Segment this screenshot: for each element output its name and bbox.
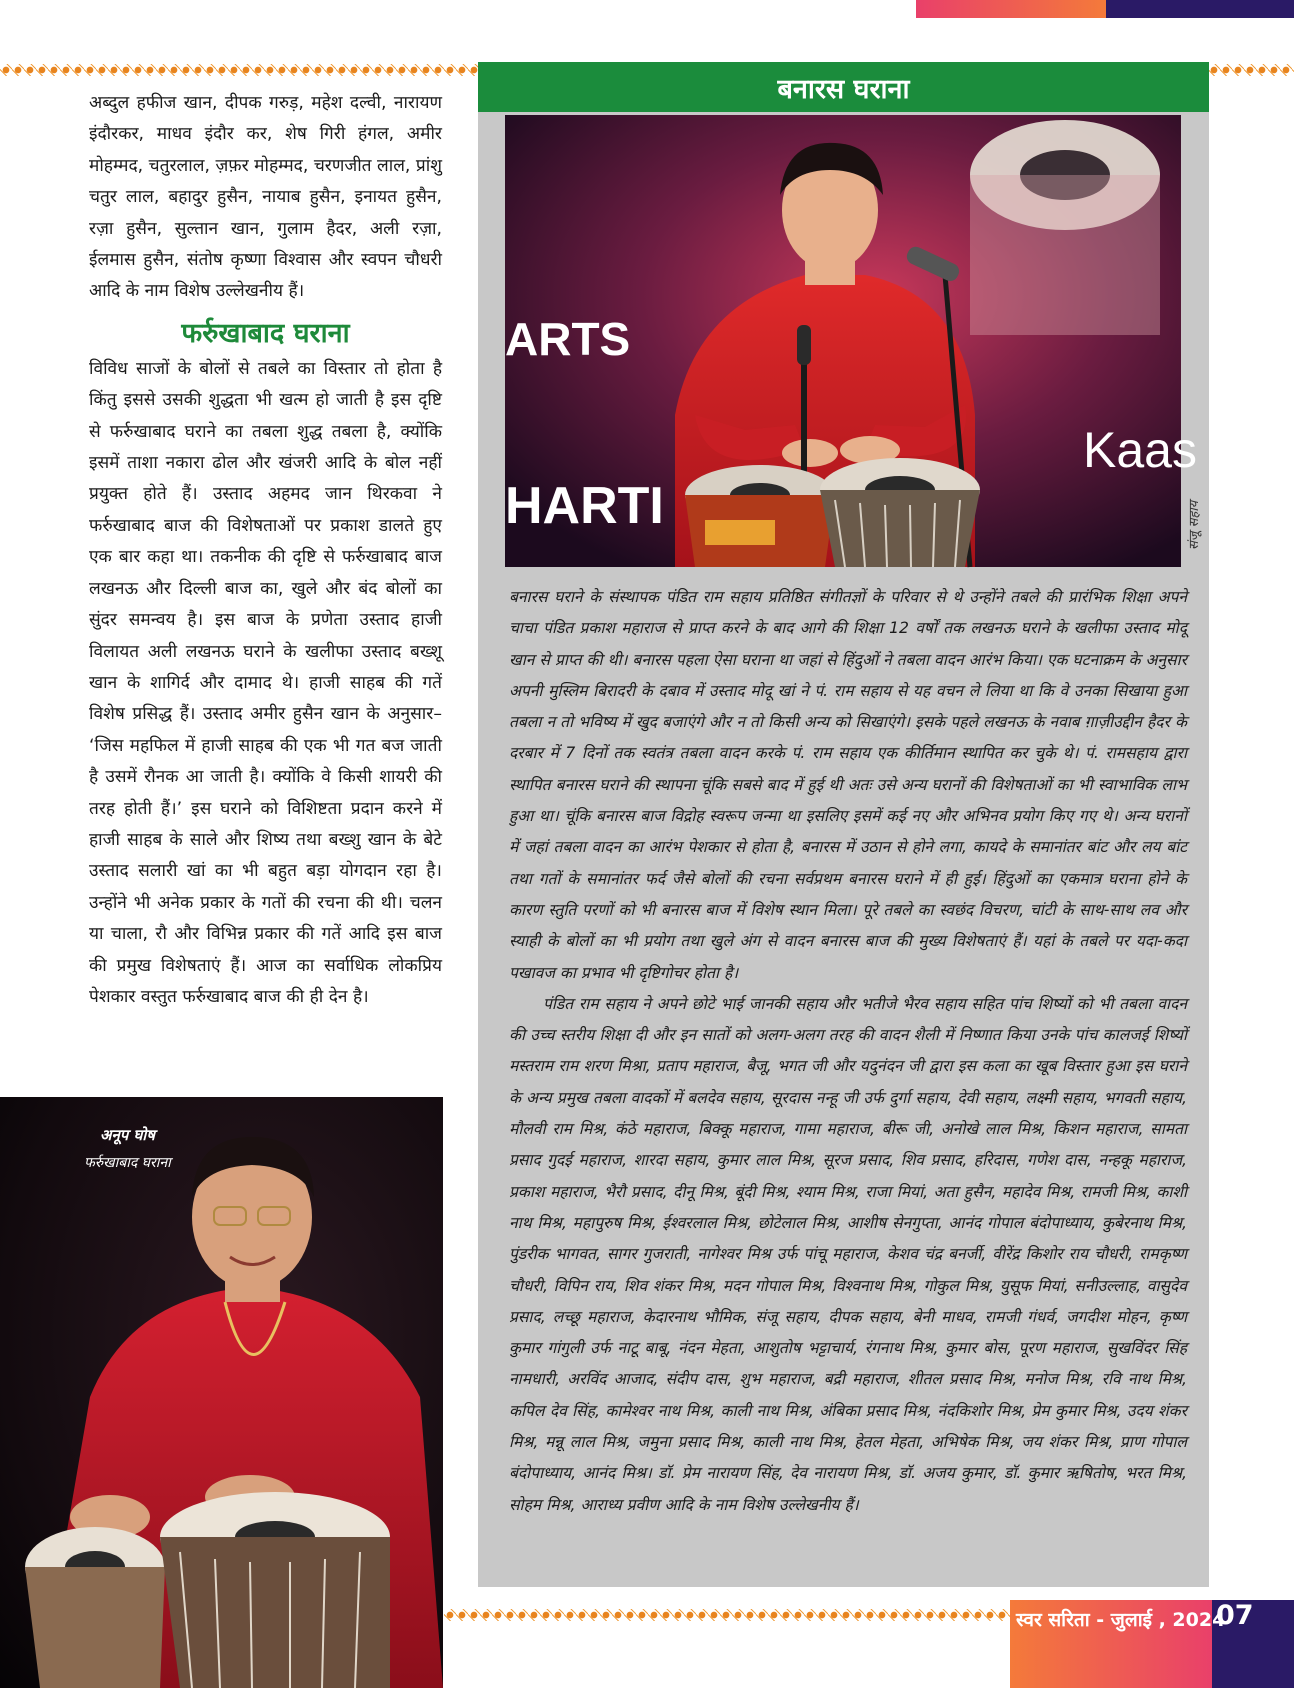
- left-column: [89, 88, 442, 1013]
- left-paragraph-2: विविध साजों के बोलों से तबले का विस्तार तो होता है किंतु इससे उसकी शुद्धता भी खत्म हो जाती है इस दृष्टि से फर्रुखाबाद घराने का तबला शुद्ध तबला है, क्योंकि इसमें ताशा नकारा ढोल और खंजरी आदि के बोल नहीं प्रयुक्त होते हैं। उस्ताद अहमद जान थिरकवा ने फर्रुखाबाद बाज की विशेषताओं पर प्रकाश डालते हुए एक बार कहा था। तकनीक की दृष्टि से फर्रुखाबाद बाज लखनऊ और दिल्ली बाज का, खुले और बंद बोलों का सुंदर समन्वय है। इस बाज के प्रणेता उस्ताद हाजी विलायत अली लखनऊ घराने के खलीफा उस्ताद बख्शू खान के शागिर्द और दामाद थे। हाजी साहब की गतें विशेष प्रसिद्ध हैं। उस्ताद अमीर हुसैन खान के अनुसार– ‘जिस महफिल में हाजी साहब की एक भी गत बज जाती है उसमें रौनक आ जाती है। क्योंकि वे किसी शायरी की तरह होती हैं।’ इस घराने को विशिष्टता प्रदान करने में हाजी साहब के साले और शिष्य तथा बख्शु खान के बेटे उस्ताद सलारी खां का भी बहुत बड़ा योगदान रहा है। उन्होंने भी अनेक प्रकार के गतों की रचना की थी। चलन या चाला, रौ और विभिन्न प्रकार की गतें आदि इस बाज की प्रमुख विशेषताएं हैं। आज का सर्वाधिक लोकप्रिय पेशकार वस्तुत फर्रुखाबाद बाज की ही देन है।: [89, 358, 442, 1007]
- decorative-border-top-right: [1208, 64, 1294, 76]
- left-photo-anup-ghosh: [0, 1097, 443, 1688]
- top-color-strip: [916, 0, 1294, 18]
- photo-caption-gharana: फर्रुखाबाद घराना: [84, 1155, 171, 1171]
- photo-banner-text-arts: ARTS: [505, 313, 631, 365]
- anup-ghosh-illustration: [0, 1097, 443, 1688]
- decorative-border-top-left: [0, 64, 478, 76]
- article-paragraph-1: बनारस घराने के संस्थापक पंडित राम सहाय प्रतिष्ठित संगीतज्ञों के परिवार से थे उन्होंने तबले की प्रारंभिक शिक्षा अपने चाचा पंडित प्रकाश महाराज से प्राप्त करने के बाद आगे की शिक्षा 12 वर्षों तक लखनऊ घराने के खलीफा उस्ताद मोदू खान से प्राप्त की थी। बनारस पहला ऐसा घराना था जहां से हिंदुओं ने तबला वादन आरंभ किया। एक घटनाक्रम के अनुसार अपनी मुस्लिम बिरादरी के दबाव में उस्ताद मोदू खां ने पं. राम सहाय से यह वचन ले लिया था कि वे उनका सिखाया हुआ तबला न तो भविष्य में खुद बजाएंगे और न तो किसी अन्य को सिखाएंगे। इसके पहले लखनऊ के नवाब ग़ाज़ीउद्दीन हैदर के दरबार में 7 दिनों तक स्वतंत्र तबला वादन करके पं. राम सहाय एक कीर्तिमान स्थापित कर चुके थे। पं. रामसहाय द्वारा स्थापित बनारस घराने की स्थापना चूंकि सबसे बाद में हुई थी अतः उसे अन्य घरानों की विशेषताओं का भी स्वाभाविक लाभ हुआ था। चूंकि बनारस बाज विद्रोह स्वरूप जन्मा था इसलिए इसमें कई नए और अभिनव प्रयोग किए गए थे। अन्य घरानों में जहां तबला वादन का आरंभ पेशकार से होता है, बनारस में उठान से होने लगा, कायदे के समानांतर बांट और लय बांट तथा गतों के समानांतर फर्द जैसे बोलों की रचना सर्वप्रथम बनारस घराने में ही हुई। हिंदुओं का एकमात्र घराना होने के कारण स्तुति परणों को भी बनारस बाज में विशेष स्थान मिला। पूरे तबले का स्वछंद विचरण, चांटी के साथ-साथ लव और स्याही के बोलों का भी प्रयोग तथा खुले अंग से वादन बनारस बाज की मुख्य विशेषताएं हैं। यहां के तबले पर यदा-कदा पखावज का प्रभाव भी दृष्टिगोचर होता है।: [509, 588, 1187, 982]
- photo-caption-name: अनूप घोष: [100, 1126, 155, 1144]
- photo-banner-text-harti: HARTI: [505, 477, 664, 535]
- section-heading-text: बनारस घराना: [777, 73, 910, 105]
- decorative-border-bottom: [444, 1609, 1014, 1621]
- article-body: [509, 582, 1187, 1521]
- top-dark-bar: [1106, 0, 1294, 18]
- farrukhabad-heading: फर्रुखाबाद घराना: [181, 317, 350, 349]
- top-gradient-bar: [916, 0, 1106, 18]
- article-paragraph-2: पंडित राम सहाय ने अपने छोटे भाई जानकी सहाय और भतीजे भैरव सहाय सहित पांच शिष्यों को भी तबला वादन की उच्च स्तरीय शिक्षा दी और इन सातों को अलग-अलग तरह की वादन शैली में निष्णात किया उनके पांच कालजई शिष्यों मस्तराम राम शरण मिश्रा, प्रताप महाराज, बैजू, भगत जी और यदुनंदन जी द्वारा इस कला का खूब विस्तार हुआ इस घराने के अन्य प्रमुख तबला वादकों में बलदेव सहाय, सूरदास नन्हू जी उर्फ दुर्गा सहाय, देवी सहाय, लक्ष्मी सहाय, भगवती सहाय, मौलवी राम मिश्र, कंठे महाराज, बिक्कू महाराज, गामा महाराज, बीरू जी, अनोखे लाल मिश्र, किशन महाराज, सामता प्रसाद गुदई महाराज, शारदा सहाय, कुमार लाल मिश्र, सूरज प्रसाद, शिव प्रसाद, हरिदास, गणेश दास, नन्हकू महाराज, प्रकाश महाराज, भैरौ प्रसाद, दीनू मिश्र, बूंदी मिश्र, श्याम मिश्र, राजा मियां, अता हुसैन, महादेव मिश्र, रामजी मिश्र, काशी नाथ मिश्र, महापुरुष मिश्र, ईश्वरलाल मिश्र, छोटेलाल मिश्र, आशीष सेनगुप्ता, आनंद गोपाल बंदोपाध्याय, कुबेरनाथ मिश्र, पुंडरीक भागवत, सागर गुजराती, नागेश्वर मिश्र उर्फ पांचू महाराज, केशव चंद्र बनर्जी, वीरेंद्र किशोर राय चौधरी, रामकृष्ण चौधरी, विपिन राय, शिव शंकर मिश्र, मदन गोपाल मिश्र, विश्वनाथ मिश्र, गोकुल मिश्र, युसूफ मियां, सनीउल्लाह, वासुदेव प्रसाद, लच्छू महाराज, केदारनाथ भौमिक, संजू सहाय, दीपक सहाय, बेनी माधव, रामजी गंधर्व, जगदीश मोहन, कृष्ण कुमार गांगुली उर्फ नाटू बाबू, नंदन मेहता, आशुतोष भट्टाचार्य, रंगनाथ मिश्र, कुमार बोस, पूरण महाराज, सुखविंदर सिंह नामधारी, अरविंद आजाद, संदीप दास, शुभ महाराज, बद्री महाराज, शीतल प्रसाद मिश्र, मनोज मिश्र, रवि नाथ मिश्र, कपिल देव सिंह, कामेश्वर नाथ मिश्र, काली नाथ मिश्र, अंबिका प्रसाद मिश्र, नंदकिशोर मिश्र, प्रेम कुमार मिश्र, उदय शंकर मिश्र, मन्नू लाल मिश्र, जमुना प्रसाद मिश्र, काली नाथ मिश्र, हेतल मेहता, अभिषेक मिश्र, जय शंकर मिश्र, प्राण गोपाल बंदोपाध्याय, आनंद मिश्र। डॉ. प्रेम नारायण सिंह, देव नारायण मिश्र, डॉ. अजय कुमार, डॉ. कुमार ऋषितोष, भरत मिश्र, सोहम मिश्र, आराध्य प्रवीण आदि के नाम विशेष उल्लेखनीय हैं।: [509, 994, 1187, 1514]
- footer-magazine-title: स्वर सरिता - जुलाई , 2024: [1016, 1609, 1226, 1631]
- photo-banner-text-kaas: Kaas: [1083, 422, 1197, 478]
- left-paragraph-1: अब्दुल हफीज खान, दीपक गरुड़, महेश दल्वी, नारायण इंदौरकर, माधव इंदौर कर, शेष गिरी हंगल, अमीर मोहम्मद, चतुरलाल, ज़फ़र मोहम्मद, चरणजीत लाल, प्रांशु चतुर लाल, बहादुर हुसैन, नायाब हुसैन, इनायत हुसैन, रज़ा हुसैन, सुल्तान खान, गुलाम हैदर, अली रज़ा, ईलमास हुसैन, संतोष कृष्णा विश्वास और स्वपन चौधरी आदि के नाम विशेष उल्लेखनीय हैं।: [89, 93, 442, 302]
- photo-credit: संजू सहाय: [1187, 500, 1202, 550]
- banaras-gharana-header: [478, 62, 1209, 112]
- footer-page-number: 07: [1216, 1600, 1254, 1631]
